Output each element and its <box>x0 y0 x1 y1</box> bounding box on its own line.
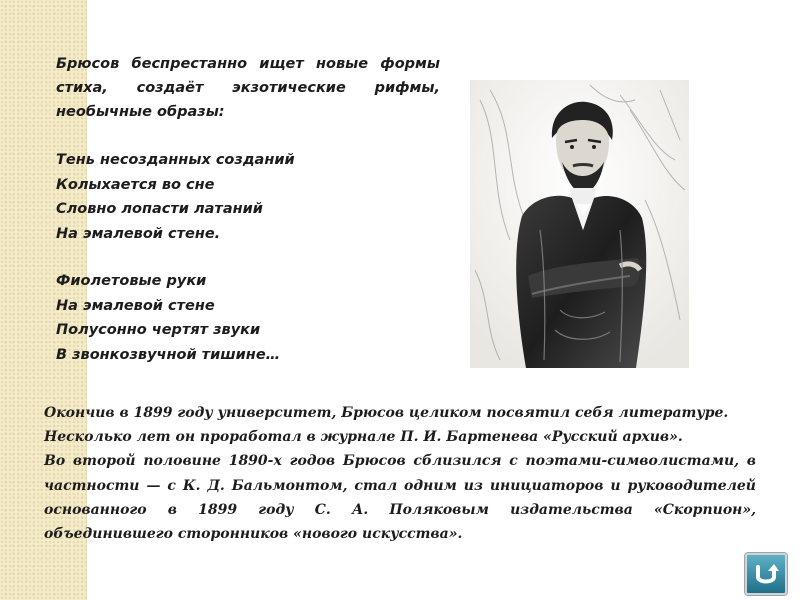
biography-text <box>44 401 756 546</box>
bio-line-1: Окончив в 1899 году университет, Брюсов целиком посвятил себя литературе. <box>44 405 729 421</box>
poem-line: В звонкозвучной тишине… <box>56 346 281 363</box>
poem-stanza-2 <box>56 269 440 367</box>
poem-line: На эмалевой стене. <box>56 225 221 242</box>
poem-line: Колыхается во сне <box>56 176 215 193</box>
poem-line: Словно лопасти латаний <box>56 201 263 217</box>
bio-paragraph: Во второй половине 1890-х годов Брюсов сблизился с поэтами-символистами, в частности — с К. Д. Бальмонтом, стал одним из инициаторов и руководителей основанного в 1899 году С. А. Поляковым издательства «Скорпион», объединившего сторонников «нового искусства». <box>44 453 756 543</box>
poem-line: Полусонно чертят звуки <box>56 322 261 338</box>
poem-line: Фиолетовые руки <box>56 273 207 289</box>
portrait-drawing <box>470 80 689 368</box>
home-button[interactable] <box>745 553 787 595</box>
bio-line-2: Несколько лет он проработал в журнале П. И. Бартенева «Русский архив». <box>44 429 683 446</box>
portrait-image <box>470 80 689 368</box>
poem-stanza-1 <box>56 148 440 246</box>
intro-text: Брюсов беспрестанно ищет новые формы стиха, создаёт экзотические рифмы, необычные образы: <box>56 56 440 120</box>
poem-line: Тень несозданных созданий <box>56 152 295 168</box>
home-arrow-icon <box>753 561 779 587</box>
poem-line: На эмалевой стене <box>56 297 215 314</box>
